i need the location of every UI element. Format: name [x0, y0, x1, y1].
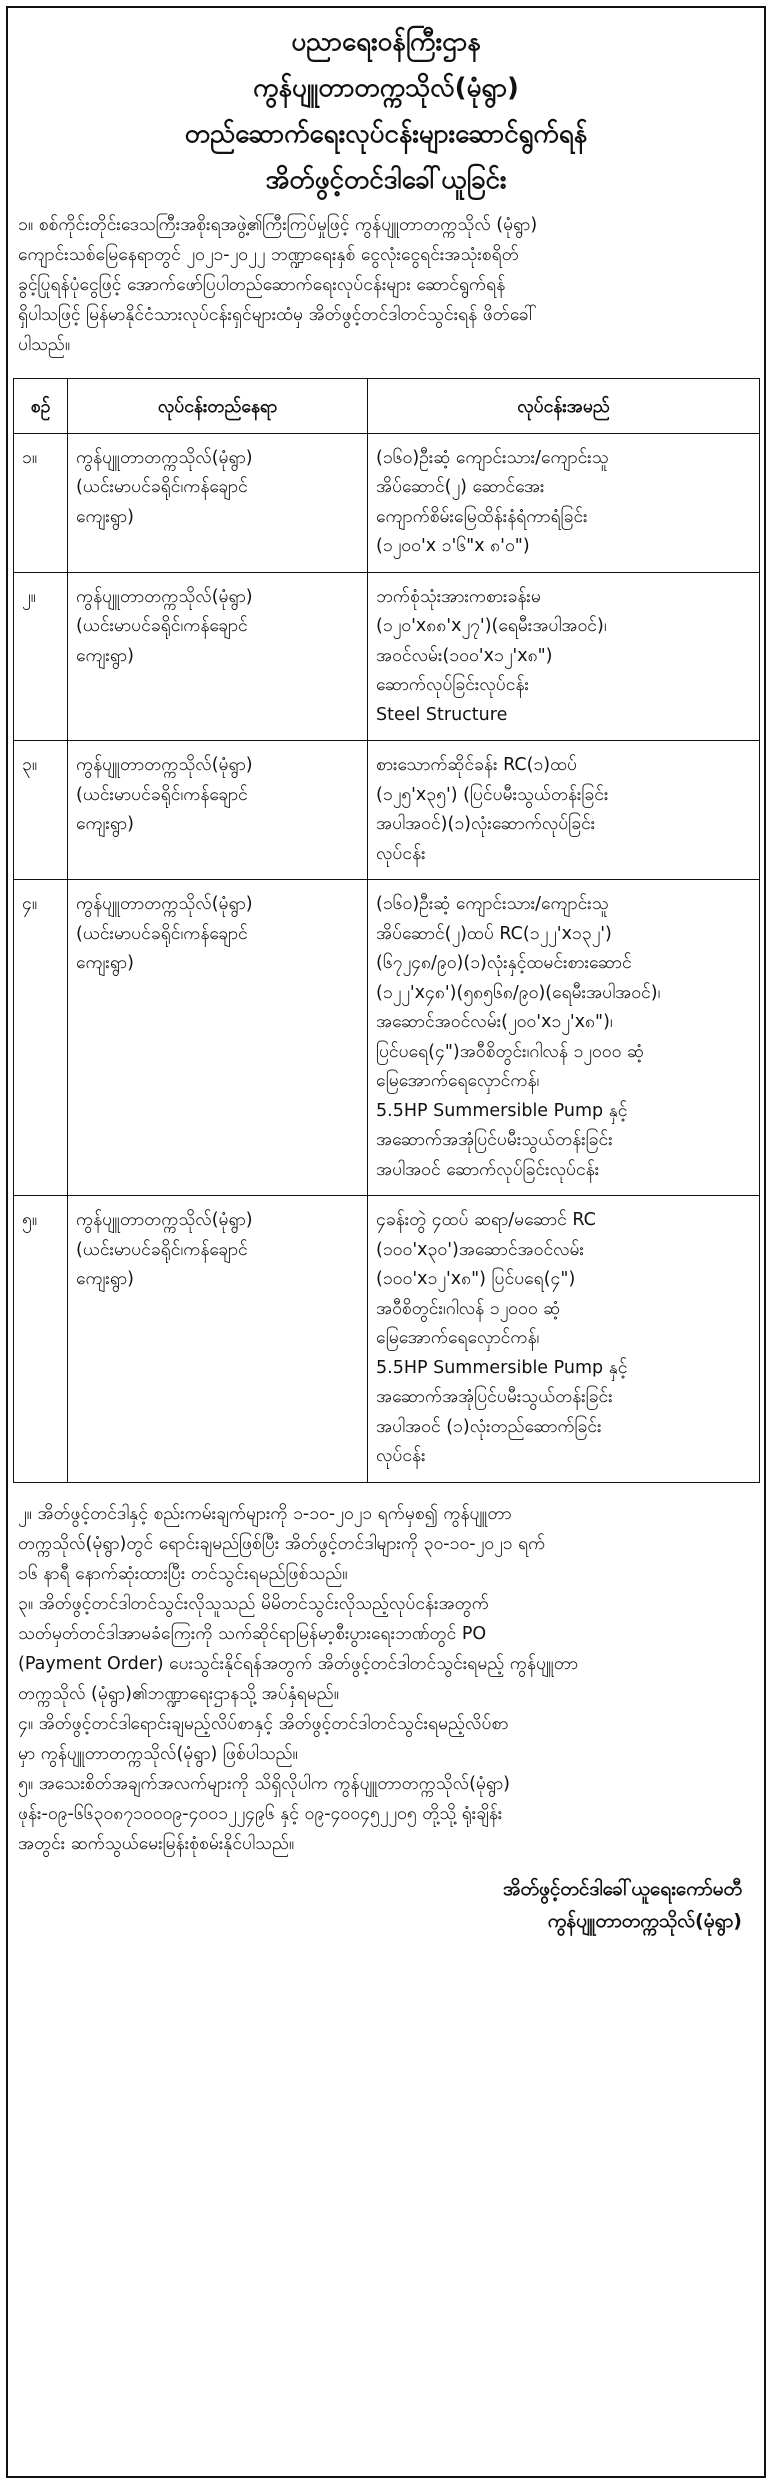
column-header-work-name: လုပ်ငန်းအမည် — [368, 379, 760, 434]
location-line: ကွန်ပျူတာတက္ကသိုလ်(မုံရွာ) — [76, 447, 253, 468]
row-location — [68, 433, 368, 572]
intro-line: ကျောင်းသစ်မြေနေရာတွင် ၂၀၂၁-၂၀၂၂ ဘဏ္ဍာရေးနှစ် ငွေလုံးငွေရင်းအသုံးစရိတ် — [18, 245, 519, 265]
note-line: ၂။ အိတ်ဖွင့်တင်ဒါနှင့် စည်းကမ်းချက်များကို ၁-၁၀-၂၀၂၁ ရက်မှစ၍ ကွန်ပျူတာ — [18, 1503, 512, 1524]
table-row — [14, 880, 760, 1196]
row-number: ၅။ — [14, 1196, 68, 1483]
row-work-name — [368, 1196, 760, 1483]
row-work-name — [368, 433, 760, 572]
work-line: (၁၂၅'x၃၅') (ပြင်ပမီးသွယ်တန်းခြင်း — [376, 784, 609, 805]
row-work-name — [368, 572, 760, 741]
row-number: ၂။ — [14, 572, 68, 741]
table-header-row — [14, 379, 760, 434]
work-line: အပါအဝင် ဆောက်လုပ်ခြင်းလုပ်ငန်း — [376, 1159, 600, 1180]
work-line: မြေအောက်ရေလှောင်ကန်၊ — [376, 1071, 540, 1091]
table-row — [14, 1196, 760, 1483]
work-line: 5.5HP Summersible Pump နှင့် — [376, 1100, 628, 1121]
notice-header — [8, 8, 764, 197]
table-row — [14, 741, 760, 880]
work-line: 5.5HP Summersible Pump နှင့် — [376, 1357, 628, 1378]
note-line: သတ်မှတ်တင်ဒါအာမခံကြေးကို သက်ဆိုင်ရာမြန်မာ့စီးပွားရေးဘဏ်တွင် PO — [18, 1623, 487, 1644]
signature-block — [8, 1873, 764, 1937]
work-line: ဘက်စုံသုံးအားကစားခန်းမ — [376, 586, 541, 607]
work-line: အဆောက်အအုံပြင်ပမီးသွယ်တန်းခြင်း — [376, 1130, 613, 1150]
row-location — [68, 1196, 368, 1483]
location-line: (ယင်းမာပင်ခရိုင်၊ကန်ချောင် — [76, 616, 248, 636]
location-line: (ယင်းမာပင်ခရိုင်၊ကန်ချောင် — [76, 1239, 248, 1260]
work-line: အိပ်ဆောင်(၂) ဆောင်အေး — [376, 477, 545, 497]
work-line: Steel Structure — [376, 704, 508, 725]
note-line: တက္ကသိုလ်(မုံရွာ)တွင် ရောင်းချမည်ဖြစ်ပြီး အိတ်ဖွင့်တင်ဒါများကို ၃၀-၁၀-၂၀၂၁ ရက် — [18, 1533, 546, 1554]
work-line: အပါအဝင်)(၁)လုံးဆောက်လုပ်ခြင်း — [376, 814, 596, 834]
row-location — [68, 880, 368, 1196]
note-line: ဖုန်း-၀၉-၆၆၃၀၈၇၁၀၀၀၉-၄၀၀၁၂၂၄၉၆ နှင့် ၀၉-၄၀၀၄၅၂၂၀၅ တို့သို့ ရုံးချိန်း — [18, 1803, 503, 1824]
work-line: အပါအဝင် (၁)လုံးတည်ဆောက်ခြင်း — [376, 1416, 602, 1437]
row-number: ၄။ — [14, 880, 68, 1196]
work-line: (၁၆၀)ဦးဆံ့ ကျောင်းသား/ကျောင်းသူ — [376, 447, 609, 468]
row-work-name — [368, 741, 760, 880]
location-line: ကျေးရွာ) — [76, 506, 134, 527]
work-line: (၁၀၀'x၃၀')အဆောင်အဝင်လမ်း — [376, 1239, 585, 1260]
location-line: ကွန်ပျူတာတက္ကသိုလ်(မုံရွာ) — [76, 755, 253, 775]
location-line: ကွန်ပျူတာတက္ကသိုလ်(မုံရွာ) — [76, 1210, 253, 1230]
location-line: (ယင်းမာပင်ခရိုင်၊ကန်ချောင် — [76, 784, 248, 805]
column-header-location: လုပ်ငန်းတည်နေရာ — [68, 379, 368, 434]
note-line: ၅။ အသေးစိတ်အချက်အလက်များကို သိရှိလိုပါက ကွန်ပျူတာတက္ကသိုလ်(မုံရွာ) — [18, 1773, 510, 1794]
note-address — [8, 1709, 764, 1769]
row-number: ၁။ — [14, 433, 68, 572]
note-line: (Payment Order) ပေးသွင်းနိုင်ရန်အတွက် အိတ်ဖွင့်တင်ဒါတင်သွင်းရမည့် ကွန်ပျူတာ — [18, 1653, 579, 1674]
notes-section — [8, 1499, 764, 1859]
location-line: ကျေးရွာ) — [76, 1269, 134, 1289]
ministry-title: ပညာရေးဝန်ကြီးဌာန — [291, 27, 481, 57]
location-line: (ယင်းမာပင်ခရိုင်၊ကန်ချောင် — [76, 923, 248, 944]
tender-notice — [6, 6, 766, 2478]
work-line: (၆၇၂၄၈/၉၀)(၁)လုံးနှင့်ထမင်းစားဆောင် — [376, 953, 632, 973]
note-line: ၃။ အိတ်ဖွင့်တင်ဒါတင်သွင်းလိုသူသည် မိမိတင်သွင်းလိုသည့်လုပ်ငန်းအတွက် — [18, 1593, 489, 1614]
intro-line: ခွင့်ပြုရန်ပုံငွေဖြင့် အောက်ဖော်ပြပါတည်ဆောက်ရေးလုပ်ငန်းများ ဆောင်ရွက်ရန် — [18, 275, 506, 295]
work-line: ပြင်ပရေ(၄")အဝီစိတွင်း၊ဂါလန် ၁၂၀၀၀ ဆံ့ — [376, 1041, 644, 1062]
work-line: (၁၂၀၀'x ၁'၆"x ၈'၀") — [376, 536, 530, 556]
work-line: အဝီစိတွင်း၊ဂါလန် ၁၂၀၀၀ ဆံ့ — [376, 1298, 561, 1319]
table-row — [14, 433, 760, 572]
row-location — [68, 572, 368, 741]
work-line: (၁၀၀'x၁၂'x၈") ပြင်ပရေ(၄") — [376, 1269, 576, 1289]
committee-name: အိတ်ဖွင့်တင်ဒါခေါ်ယူရေးကော်မတီ — [503, 1877, 742, 1900]
location-line: ကျေးရွာ) — [76, 814, 134, 834]
work-line: ကျောက်စိမ်းမြေထိန်းနံရံကာရံခြင်း — [376, 506, 588, 527]
work-line: စားသောက်ဆိုင်ခန်း RC(၁)ထပ် — [376, 755, 577, 775]
work-line: (၁၂၂'x၄၈')(၅၈၅၆၈/၉၀)(ရေမီးအပါအဝင်)၊ — [376, 982, 661, 1003]
location-line: ကွန်ပျူတာတက္ကသိုလ်(မုံရွာ) — [76, 894, 253, 914]
note-line: တက္ကသိုလ် (မုံရွာ)၏ဘဏ္ဍာရေးဌာနသို့ အပ်နှံရမည်။ — [18, 1683, 339, 1704]
work-line: အဝင်လမ်း(၁၀၀'x၁၂'x၈") — [376, 645, 553, 666]
row-work-name — [368, 880, 760, 1196]
location-line: ကျေးရွာ) — [76, 645, 134, 666]
intro-line: ရှိပါသဖြင့် မြန်မာနိုင်ငံသားလုပ်ငန်းရှင်များထံမှ အိတ်ဖွင့်တင်ဒါတင်သွင်းရန် ဖိတ်ခေါ် — [18, 305, 537, 325]
intro-paragraph — [8, 210, 764, 360]
note-line: မှာ ကွန်ပျူတာတက္ကသိုလ်(မုံရွာ) ဖြစ်ပါသည်။ — [18, 1743, 298, 1764]
row-location — [68, 741, 368, 880]
university-title: ကွန်ပျူတာတက္ကသိုလ်(မုံရွာ) — [253, 73, 519, 103]
location-line: ကျေးရွာ) — [76, 953, 134, 973]
work-line: လုပ်ငန်း — [376, 843, 426, 864]
works-title: တည်ဆောက်ရေးလုပ်ငန်းများဆောင်ရွက်ရန် — [184, 119, 588, 149]
work-line: (၁၆၀)ဦးဆံ့ ကျောင်းသား/ကျောင်းသူ — [376, 894, 609, 914]
note-line: အတွင်း ဆက်သွယ်မေးမြန်းစုံစမ်းနိုင်ပါသည်။ — [18, 1833, 295, 1854]
work-line: (၁၂၀'x၈၈'x၂၇')(ရေမီးအပါအဝင်)၊ — [376, 616, 607, 636]
work-line: အိပ်ဆောင်(၂)ထပ် RC(၁၂၂'x၁၃၂') — [376, 923, 612, 944]
note-line: ၁၆ နာရီ နောက်ဆုံးထားပြီး တင်သွင်းရမည်ဖြစ်သည်။ — [18, 1563, 348, 1584]
work-line: အဆောက်အအုံပြင်ပမီးသွယ်တန်းခြင်း — [376, 1387, 613, 1407]
column-header-number: စဉ် — [14, 379, 68, 434]
work-line: လုပ်ငန်း — [376, 1446, 426, 1466]
university-name: ကွန်ပျူတာတက္ကသိုလ်(မုံရွာ) — [547, 1909, 742, 1932]
note-contact — [8, 1769, 764, 1859]
note-sale-deadline — [8, 1499, 764, 1589]
table-row — [14, 572, 760, 741]
work-line: ဆောက်လုပ်ခြင်းလုပ်ငန်း — [376, 675, 529, 695]
intro-line: ပါသည်။ — [18, 335, 71, 355]
tender-table — [13, 378, 760, 1483]
work-line: အဆောင်အဝင်လမ်း(၂၀၀'x၁၂'x၈")၊ — [376, 1012, 613, 1032]
location-line: ကွန်ပျူတာတက္ကသိုလ်(မုံရွာ) — [76, 586, 253, 607]
work-line: ၄ခန်းတွဲ ၄ထပ် ဆရာ/မဆောင် RC — [376, 1210, 596, 1230]
note-line: ၄။ အိတ်ဖွင့်တင်ဒါရောင်းချမည့်လိပ်စာနှင့် အိတ်ဖွင့်တင်ဒါတင်သွင်းရမည့်လိပ်စာ — [18, 1713, 509, 1734]
tender-invitation-title: အိတ်ဖွင့်တင်ဒါခေါ်ယူခြင်း — [265, 165, 507, 195]
location-line: (ယင်းမာပင်ခရိုင်၊ကန်ချောင် — [76, 477, 248, 497]
intro-line: ၁။ စစ်ကိုင်းတိုင်းဒေသကြီးအစိုးရအဖွဲ့၏ကြီးကြပ်မှုဖြင့် ကွန်ပျူတာတက္ကသိုလ် (မုံရွာ) — [18, 215, 538, 235]
work-line: မြေအောက်ရေလှောင်ကန်၊ — [376, 1328, 540, 1348]
note-tender-security — [8, 1589, 764, 1709]
row-number: ၃။ — [14, 741, 68, 880]
